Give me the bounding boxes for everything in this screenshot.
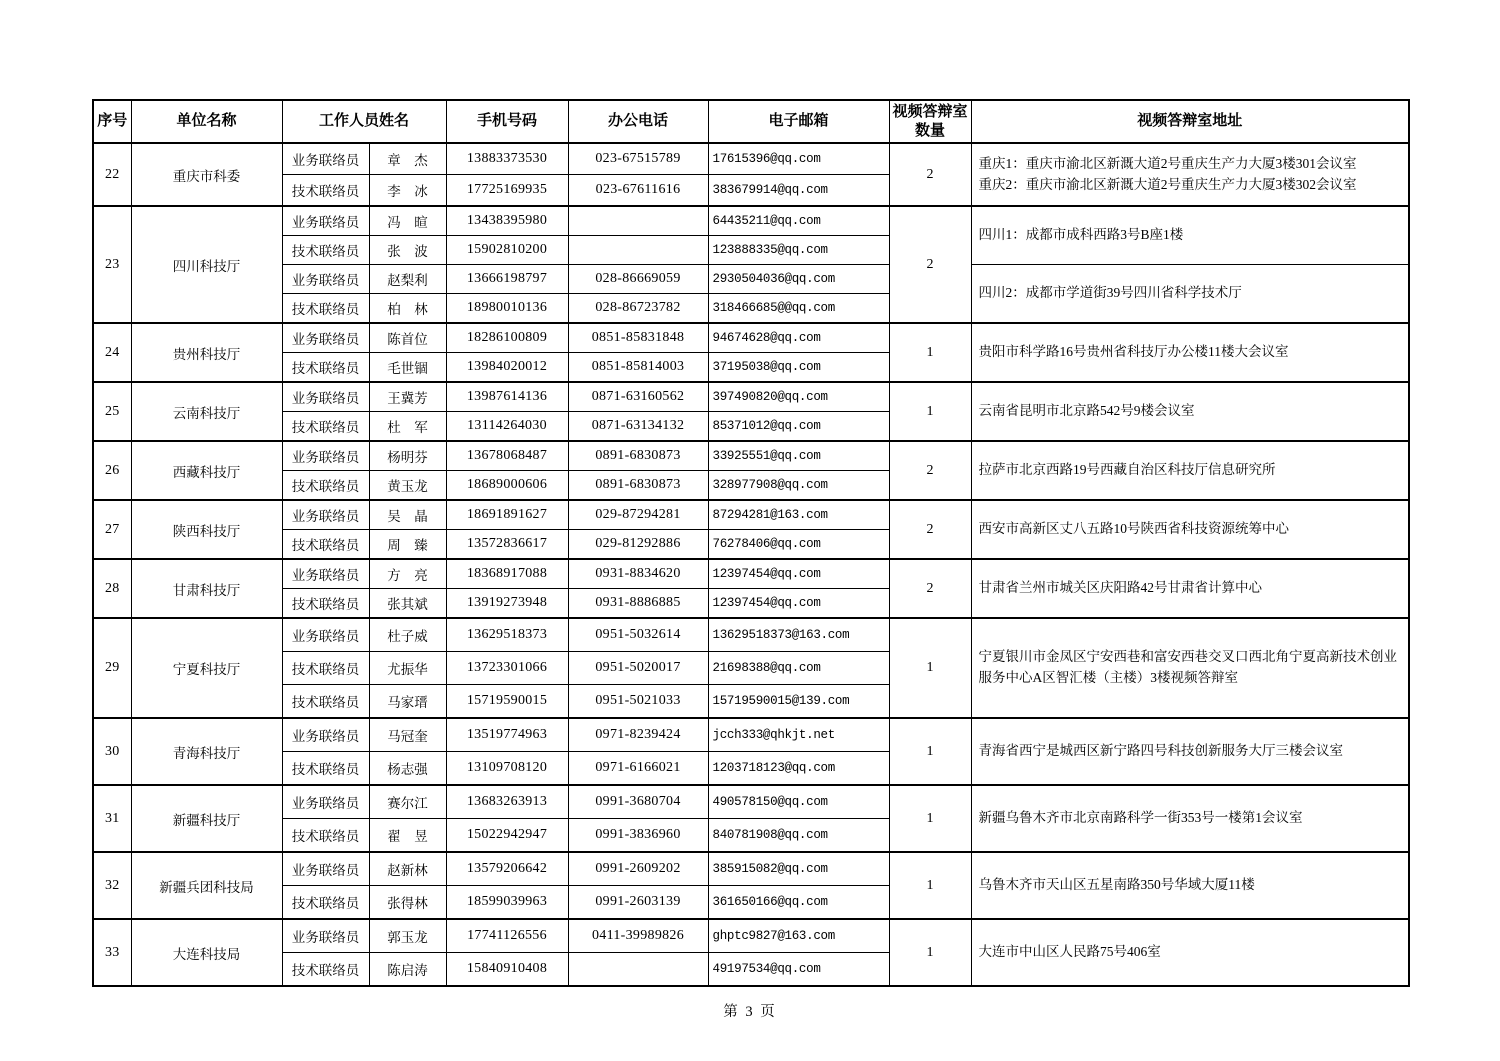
mobile-cell: 18691891627 xyxy=(446,500,568,530)
mobile-cell: 13723301066 xyxy=(446,652,568,685)
email-cell: 397490820@qq.com xyxy=(708,382,889,412)
table-body xyxy=(93,143,1409,986)
office-phone-cell: 0891-6830873 xyxy=(568,471,708,501)
email-cell: 21698388@qq.com xyxy=(708,652,889,685)
mobile-cell: 18368917088 xyxy=(446,559,568,589)
name-cell: 陈启涛 xyxy=(369,953,446,987)
email-cell: 85371012@qq.com xyxy=(708,412,889,442)
role-cell: 技术联络员 xyxy=(282,530,369,560)
index-cell: 33 xyxy=(93,919,131,986)
role-cell: 业务联络员 xyxy=(282,441,369,471)
role-cell: 业务联络员 xyxy=(282,143,369,175)
office-phone-cell xyxy=(568,236,708,265)
office-phone-cell: 023-67611616 xyxy=(568,175,708,207)
unit-name-cell: 新疆科技厅 xyxy=(131,785,282,852)
unit-name-cell: 云南科技厅 xyxy=(131,382,282,441)
name-cell: 冯 暄 xyxy=(369,206,446,236)
email-cell: 490578150@qq.com xyxy=(708,785,889,819)
role-cell: 技术联络员 xyxy=(282,652,369,685)
address-cell: 新疆乌鲁木齐市北京南路科学一街353号一楼第1会议室 xyxy=(971,785,1409,852)
mobile-cell: 18286100809 xyxy=(446,323,568,353)
unit-name-cell: 贵州科技厅 xyxy=(131,323,282,382)
name-cell: 赵梨利 xyxy=(369,265,446,294)
role-cell: 技术联络员 xyxy=(282,953,369,987)
mobile-cell: 13109708120 xyxy=(446,752,568,786)
table-row xyxy=(93,852,1409,886)
email-cell: 385915082@qq.com xyxy=(708,852,889,886)
col-header-index: 序号 xyxy=(93,100,131,143)
mobile-cell: 15719590015 xyxy=(446,685,568,719)
name-cell: 张得林 xyxy=(369,886,446,920)
role-cell: 业务联络员 xyxy=(282,785,369,819)
address-cell: 乌鲁木齐市天山区五星南路350号华域大厦11楼 xyxy=(971,852,1409,919)
office-phone-cell: 0411-39989826 xyxy=(568,919,708,953)
email-cell: 94674628@qq.com xyxy=(708,323,889,353)
room-count-header-line1: 视频答辩室 xyxy=(892,103,968,120)
email-cell: 37195038@qq.com xyxy=(708,353,889,383)
name-cell: 翟 昱 xyxy=(369,819,446,853)
office-phone-cell: 0951-5032614 xyxy=(568,618,708,652)
mobile-cell: 13438395980 xyxy=(446,206,568,236)
office-phone-cell: 0891-6830873 xyxy=(568,441,708,471)
address-cell: 大连市中山区人民路75号406室 xyxy=(971,919,1409,986)
room-count-cell: 1 xyxy=(889,919,971,986)
unit-name-cell: 新疆兵团科技局 xyxy=(131,852,282,919)
mobile-cell: 13519774963 xyxy=(446,718,568,752)
role-cell: 技术联络员 xyxy=(282,471,369,501)
table-row xyxy=(93,919,1409,953)
room-count-cell: 2 xyxy=(889,500,971,559)
role-cell: 技术联络员 xyxy=(282,294,369,324)
office-phone-cell: 0851-85831848 xyxy=(568,323,708,353)
role-cell: 技术联络员 xyxy=(282,353,369,383)
office-phone-cell: 0851-85814003 xyxy=(568,353,708,383)
name-cell: 王冀芳 xyxy=(369,382,446,412)
mobile-cell: 13666198797 xyxy=(446,265,568,294)
address-cell: 甘肃省兰州市城关区庆阳路42号甘肃省计算中心 xyxy=(971,559,1409,618)
table-header xyxy=(93,100,1409,143)
address-cell: 云南省昆明市北京路542号9楼会议室 xyxy=(971,382,1409,441)
index-cell: 25 xyxy=(93,382,131,441)
address-cell: 四川1：成都市成科西路3号B座1楼 xyxy=(971,206,1409,265)
col-header-unit-name: 单位名称 xyxy=(131,100,282,143)
role-cell: 技术联络员 xyxy=(282,175,369,207)
email-cell: 17615396@qq.com xyxy=(708,143,889,175)
name-cell: 周 臻 xyxy=(369,530,446,560)
role-cell: 业务联络员 xyxy=(282,559,369,589)
contact-table-container xyxy=(92,99,1408,987)
role-cell: 业务联络员 xyxy=(282,323,369,353)
unit-name-cell: 西藏科技厅 xyxy=(131,441,282,500)
index-cell: 31 xyxy=(93,785,131,852)
room-count-cell: 1 xyxy=(889,718,971,785)
mobile-cell: 17741126556 xyxy=(446,919,568,953)
email-cell: 49197534@qq.com xyxy=(708,953,889,987)
email-cell: 328977908@qq.com xyxy=(708,471,889,501)
name-cell: 尤振华 xyxy=(369,652,446,685)
email-cell: 15719590015@139.com xyxy=(708,685,889,719)
role-cell: 业务联络员 xyxy=(282,265,369,294)
email-cell: 2930504036@qq.com xyxy=(708,265,889,294)
role-cell: 业务联络员 xyxy=(282,382,369,412)
table-row xyxy=(93,718,1409,752)
address-line: 重庆2：重庆市渝北区新溉大道2号重庆生产力大厦3楼302会议室 xyxy=(978,176,1357,192)
role-cell: 技术联络员 xyxy=(282,589,369,619)
office-phone-cell: 0991-2603139 xyxy=(568,886,708,920)
role-cell: 业务联络员 xyxy=(282,919,369,953)
role-cell: 技术联络员 xyxy=(282,819,369,853)
mobile-cell: 13984020012 xyxy=(446,353,568,383)
name-cell: 张其斌 xyxy=(369,589,446,619)
room-count-cell: 2 xyxy=(889,143,971,206)
mobile-cell: 15902810200 xyxy=(446,236,568,265)
office-phone-cell: 0951-5020017 xyxy=(568,652,708,685)
mobile-cell: 13678068487 xyxy=(446,441,568,471)
role-cell: 业务联络员 xyxy=(282,852,369,886)
col-header-staff-name: 工作人员姓名 xyxy=(282,100,446,143)
index-cell: 24 xyxy=(93,323,131,382)
header-row xyxy=(93,100,1409,143)
mobile-cell: 13629518373 xyxy=(446,618,568,652)
table-row xyxy=(93,785,1409,819)
name-cell: 赛尔江 xyxy=(369,785,446,819)
name-cell: 杨明芬 xyxy=(369,441,446,471)
address-cell: 青海省西宁是城西区新宁路四号科技创新服务大厅三楼会议室 xyxy=(971,718,1409,785)
address-cell xyxy=(971,143,1409,206)
role-cell: 业务联络员 xyxy=(282,206,369,236)
address-line: 重庆1：重庆市渝北区新溉大道2号重庆生产力大厦3楼301会议室 xyxy=(978,155,1357,171)
address-cell: 宁夏银川市金凤区宁安西巷和富安西巷交叉口西北角宁夏高新技术创业服务中心A区智汇楼（主楼）3楼视频答辩室 xyxy=(971,618,1409,718)
index-cell: 32 xyxy=(93,852,131,919)
email-cell: 383679914@qq.com xyxy=(708,175,889,207)
email-cell: 1203718123@qq.com xyxy=(708,752,889,786)
name-cell: 吴 晶 xyxy=(369,500,446,530)
unit-name-cell: 甘肃科技厅 xyxy=(131,559,282,618)
email-cell: 840781908@qq.com xyxy=(708,819,889,853)
table-row xyxy=(93,323,1409,353)
name-cell: 章 杰 xyxy=(369,143,446,175)
mobile-cell: 18599039963 xyxy=(446,886,568,920)
email-cell: 123888335@qq.com xyxy=(708,236,889,265)
table-row xyxy=(93,559,1409,589)
email-cell: 76278406@qq.com xyxy=(708,530,889,560)
name-cell: 马冠奎 xyxy=(369,718,446,752)
name-cell: 李 冰 xyxy=(369,175,446,207)
email-cell: ghptc9827@163.com xyxy=(708,919,889,953)
office-phone-cell: 0931-8886885 xyxy=(568,589,708,619)
room-count-cell: 2 xyxy=(889,441,971,500)
office-phone-cell: 0871-63134132 xyxy=(568,412,708,442)
address-cell: 拉萨市北京西路19号西藏自治区科技厅信息研究所 xyxy=(971,441,1409,500)
table-row xyxy=(93,618,1409,652)
address-cell: 西安市高新区丈八五路10号陕西省科技资源统筹中心 xyxy=(971,500,1409,559)
mobile-cell: 18689000606 xyxy=(446,471,568,501)
mobile-cell: 17725169935 xyxy=(446,175,568,207)
email-cell: 318466685@@qq.com xyxy=(708,294,889,324)
address-cell: 贵阳市科学路16号贵州省科技厅办公楼11楼大会议室 xyxy=(971,323,1409,382)
table-row xyxy=(93,206,1409,236)
room-count-cell: 1 xyxy=(889,618,971,718)
mobile-cell: 13919273948 xyxy=(446,589,568,619)
email-cell: jcch333@qhkjt.net xyxy=(708,718,889,752)
name-cell: 郭玉龙 xyxy=(369,919,446,953)
room-count-cell: 2 xyxy=(889,559,971,618)
office-phone-cell: 028-86723782 xyxy=(568,294,708,324)
mobile-cell: 13883373530 xyxy=(446,143,568,175)
room-count-cell: 1 xyxy=(889,382,971,441)
table-row xyxy=(93,500,1409,530)
table-row xyxy=(93,143,1409,175)
mobile-cell: 13987614136 xyxy=(446,382,568,412)
unit-name-cell: 陕西科技厅 xyxy=(131,500,282,559)
col-header-office-phone: 办公电话 xyxy=(568,100,708,143)
email-cell: 12397454@qq.com xyxy=(708,559,889,589)
office-phone-cell: 029-81292886 xyxy=(568,530,708,560)
role-cell: 业务联络员 xyxy=(282,718,369,752)
table-row xyxy=(93,265,1409,294)
office-phone-cell: 0971-8239424 xyxy=(568,718,708,752)
office-phone-cell: 0871-63160562 xyxy=(568,382,708,412)
office-phone-cell: 029-87294281 xyxy=(568,500,708,530)
unit-name-cell: 重庆市科委 xyxy=(131,143,282,206)
unit-name-cell: 四川科技厅 xyxy=(131,206,282,323)
col-header-room-address: 视频答辩室地址 xyxy=(971,100,1409,143)
mobile-cell: 18980010136 xyxy=(446,294,568,324)
address-cell: 四川2：成都市学道街39号四川省科学技术厅 xyxy=(971,265,1409,324)
room-count-cell: 1 xyxy=(889,323,971,382)
role-cell: 业务联络员 xyxy=(282,500,369,530)
index-cell: 23 xyxy=(93,206,131,323)
mobile-cell: 13114264030 xyxy=(446,412,568,442)
email-cell: 13629518373@163.com xyxy=(708,618,889,652)
office-phone-cell xyxy=(568,206,708,236)
room-count-cell: 1 xyxy=(889,785,971,852)
name-cell: 柏 林 xyxy=(369,294,446,324)
name-cell: 赵新林 xyxy=(369,852,446,886)
mobile-cell: 15022942947 xyxy=(446,819,568,853)
col-header-room-count xyxy=(889,100,971,143)
name-cell: 杨志强 xyxy=(369,752,446,786)
office-phone-cell: 023-67515789 xyxy=(568,143,708,175)
table-row xyxy=(93,382,1409,412)
unit-name-cell: 青海科技厅 xyxy=(131,718,282,785)
role-cell: 技术联络员 xyxy=(282,685,369,719)
role-cell: 业务联络员 xyxy=(282,618,369,652)
mobile-cell: 15840910408 xyxy=(446,953,568,987)
name-cell: 方 亮 xyxy=(369,559,446,589)
name-cell: 黄玉龙 xyxy=(369,471,446,501)
mobile-cell: 13579206642 xyxy=(446,852,568,886)
name-cell: 杜子威 xyxy=(369,618,446,652)
unit-name-cell: 宁夏科技厅 xyxy=(131,618,282,718)
index-cell: 30 xyxy=(93,718,131,785)
index-cell: 28 xyxy=(93,559,131,618)
office-phone-cell: 0951-5021033 xyxy=(568,685,708,719)
name-cell: 张 波 xyxy=(369,236,446,265)
contact-table xyxy=(92,99,1410,987)
col-header-email: 电子邮箱 xyxy=(708,100,889,143)
name-cell: 毛世锢 xyxy=(369,353,446,383)
name-cell: 马家瑨 xyxy=(369,685,446,719)
email-cell: 87294281@163.com xyxy=(708,500,889,530)
unit-name-cell: 大连科技局 xyxy=(131,919,282,986)
table-row xyxy=(93,441,1409,471)
index-cell: 26 xyxy=(93,441,131,500)
role-cell: 技术联络员 xyxy=(282,886,369,920)
role-cell: 技术联络员 xyxy=(282,752,369,786)
index-cell: 29 xyxy=(93,618,131,718)
role-cell: 技术联络员 xyxy=(282,236,369,265)
room-count-cell: 2 xyxy=(889,206,971,323)
office-phone-cell: 0991-3680704 xyxy=(568,785,708,819)
name-cell: 杜 军 xyxy=(369,412,446,442)
office-phone-cell: 0971-6166021 xyxy=(568,752,708,786)
office-phone-cell: 0991-2609202 xyxy=(568,852,708,886)
email-cell: 12397454@qq.com xyxy=(708,589,889,619)
email-cell: 64435211@qq.com xyxy=(708,206,889,236)
name-cell: 陈首位 xyxy=(369,323,446,353)
room-count-header-line2: 数量 xyxy=(915,122,946,139)
office-phone-cell: 0931-8834620 xyxy=(568,559,708,589)
role-cell: 技术联络员 xyxy=(282,412,369,442)
office-phone-cell: 028-86669059 xyxy=(568,265,708,294)
office-phone-cell: 0991-3836960 xyxy=(568,819,708,853)
index-cell: 22 xyxy=(93,143,131,206)
page-number: 第 3 页 xyxy=(723,1004,777,1020)
office-phone-cell xyxy=(568,953,708,987)
email-cell: 33925551@qq.com xyxy=(708,441,889,471)
index-cell: 27 xyxy=(93,500,131,559)
col-header-mobile: 手机号码 xyxy=(446,100,568,143)
room-count-cell: 1 xyxy=(889,852,971,919)
mobile-cell: 13683263913 xyxy=(446,785,568,819)
mobile-cell: 13572836617 xyxy=(446,530,568,560)
email-cell: 361650166@qq.com xyxy=(708,886,889,920)
